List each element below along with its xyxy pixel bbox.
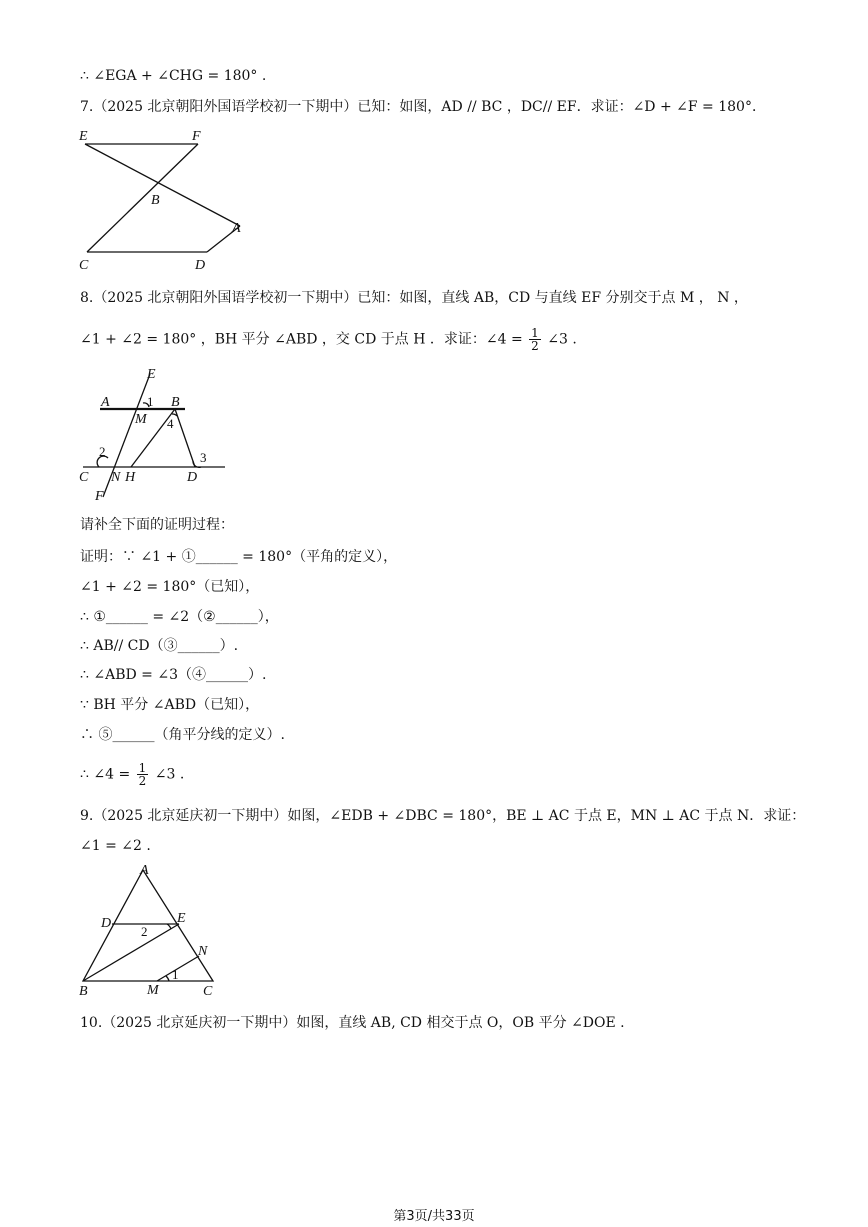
question-7: 7.（2025 北京朝阳外国语学校初一下期中）已知：如图，AD // BC ，DC// EF．求证：∠D + ∠F = 180°． [80,99,766,115]
segment-FC [87,144,198,252]
question-9-line2: ∠1 = ∠2 . [80,838,151,854]
segment-EA [85,144,240,226]
question-10: 10.（2025 北京延庆初一下期中）如图，直线 AB, CD 相交于点 O，OB 平分 ∠DOE . [80,1015,625,1031]
proof-conclusion-line: ∴ ∠EGA + ∠CHG = 180° . [80,68,267,84]
figure-question-7 [75,124,255,274]
proof-step-6: ∵ BH 平分 ∠ABD（已知）， [80,697,260,713]
point-label-B: B [171,395,180,410]
point-label-N: N [198,944,208,959]
point-label-F: F [95,489,104,504]
point-label-E: E [147,367,156,382]
proof-step-7: ∴ ⑤______（角平分线的定义）. [80,727,285,743]
proof-step-4: ∴ AB// CD（③______）. [80,638,239,654]
angle-label-2: 2 [141,924,148,939]
point-label-C: C [203,984,213,999]
fraction-denominator: 2 [531,339,539,353]
page-footer: 第3页/共33页 [393,1209,475,1224]
segment-BE [83,924,179,981]
fraction-numerator: 1 [531,326,539,340]
fraction-one-half [529,327,541,352]
angle-label-2: 2 [99,444,106,459]
proof-step-5: ∴ ∠ABD = ∠3（④______）. [80,667,267,683]
angle-label-1: 1 [147,394,154,409]
point-label-B: B [151,193,160,208]
point-label-C: C [79,258,89,273]
question-8-condition-end: ∠3 . [547,331,577,348]
point-label-M: M [135,412,147,427]
proof-step-8 [80,762,184,787]
point-label-N: N [111,470,121,485]
angle-label-1: 1 [172,967,179,982]
proof-step-8-end: ∠3 . [154,766,185,783]
point-label-A: A [140,863,149,878]
point-label-F: F [192,129,201,144]
point-label-D: D [101,916,112,931]
point-label-A: A [101,395,110,410]
segment-BD [175,409,195,467]
point-label-E: E [79,129,88,144]
point-label-D: D [195,258,206,273]
proof-step-2: ∠1 + ∠2 = 180°（已知）， [80,579,260,595]
point-label-H: H [125,470,136,485]
point-label-C: C [79,470,89,485]
proof-instruction: 请补全下面的证明过程： [80,517,234,533]
proof-step-3: ∴ ①______ = ∠2（②______）， [80,609,279,625]
point-label-D: D [187,470,198,485]
fraction-denominator: 2 [138,774,147,788]
proof-step-8-text: ∴ ∠4 = [80,766,131,783]
question-8-condition: ∠1 + ∠2 = 180° ，BH 平分 ∠ABD ，交 CD 于点 H ．求证：∠4 = [80,331,523,348]
figure-question-8 [75,362,235,507]
figure-question-9 [75,860,225,1000]
question-8-line2 [80,327,577,352]
fraction-one-half [137,762,149,787]
angle-mark-1 [166,976,169,981]
proof-step-1: 证明：∵ ∠1 + ①______ = 180°（平角的定义）， [80,549,398,565]
angle-label-3: 3 [200,450,207,465]
point-label-E: E [177,911,186,926]
point-label-A: A [232,221,241,236]
angle-mark-2 [167,924,171,929]
fraction-numerator: 1 [138,761,147,775]
question-9-line1: 9.（2025 北京延庆初一下期中）如图，∠EDB + ∠DBC = 180°，BE ⊥ AC 于点 E，MN ⊥ AC 于点 N．求证： [80,808,806,824]
angle-label-4: 4 [167,416,174,431]
question-8-line1: 8.（2025 北京朝阳外国语学校初一下期中）已知：如图，直线 AB，CD 与直线 EF 分别交于点 M ， N ， [80,290,748,306]
point-label-M: M [147,983,159,998]
point-label-B: B [79,984,88,999]
